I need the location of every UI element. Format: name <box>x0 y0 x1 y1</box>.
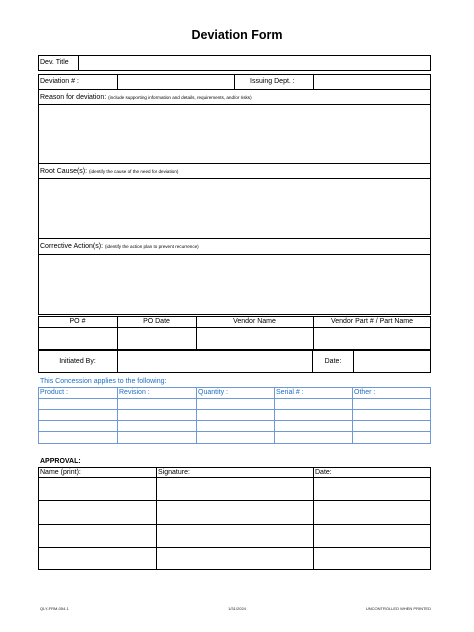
reason-hint: (include supporting information and details, requirements, and/or risks) <box>108 95 252 100</box>
footer-notice: UNCONTROLLED WHEN PRINTED <box>365 606 431 611</box>
product-header: Product : <box>40 389 69 396</box>
initiated-date-field[interactable] <box>353 350 431 373</box>
issuing-dept-field[interactable] <box>313 74 431 90</box>
vendor-part-field[interactable] <box>314 328 430 349</box>
concession-row[interactable] <box>39 399 430 409</box>
concession-row[interactable] <box>39 432 430 443</box>
root-cause-label-text: Root Cause(s): <box>40 168 88 175</box>
dev-title-field[interactable] <box>80 56 430 70</box>
approval-row[interactable] <box>39 501 430 523</box>
concession-row[interactable] <box>39 421 430 431</box>
initiated-by-field[interactable] <box>117 350 313 373</box>
revision-header: Revision : <box>119 389 150 396</box>
approval-date-header: Date: <box>315 469 332 476</box>
corrective-action-field[interactable] <box>38 254 431 315</box>
deviation-number-label: Deviation # : <box>40 78 79 85</box>
root-cause-label <box>40 168 178 175</box>
approval-row[interactable] <box>39 525 430 546</box>
footer-doc-id: QLY-FRM-054.1 <box>40 606 69 611</box>
po-date-field[interactable] <box>118 328 195 349</box>
reason-field[interactable] <box>38 104 431 164</box>
corrective-action-hint: (identify the action plan to prevent recurrence) <box>104 244 199 249</box>
other-header: Other : <box>354 389 376 396</box>
footer-date: 1/31/2024 <box>228 606 246 611</box>
root-cause-field[interactable] <box>38 178 431 239</box>
reason-label <box>40 94 252 101</box>
po-date-header: PO Date <box>143 318 170 325</box>
quantity-header: Quantity : <box>198 389 228 396</box>
form-title: Deviation Form <box>191 28 283 42</box>
vendor-name-field[interactable] <box>197 328 312 349</box>
approval-name-header: Name (print): <box>40 469 81 476</box>
corrective-action-label <box>40 243 199 250</box>
po-number-header: PO # <box>69 318 86 325</box>
corrective-action-label-text: Corrective Action(s): <box>40 243 104 250</box>
deviation-number-field[interactable] <box>117 74 235 90</box>
serial-header: Serial # : <box>276 389 304 396</box>
root-cause-hint: (identify the cause of the need for deviation) <box>89 169 179 174</box>
issuing-dept-label: Issuing Dept. : <box>250 78 295 85</box>
vendor-part-header: Vendor Part # / Part Name <box>330 318 414 325</box>
concession-label: This Concession applies to the following: <box>40 378 167 385</box>
initiated-by-label: Initiated By: <box>59 358 96 365</box>
dev-title-label: Dev. Title <box>38 55 79 71</box>
approval-signature-header: Signature: <box>158 469 190 476</box>
approval-label: APPROVAL: <box>40 458 81 465</box>
reason-label-text: Reason for deviation: <box>40 94 107 101</box>
approval-row[interactable] <box>39 548 430 569</box>
po-number-field[interactable] <box>39 328 116 349</box>
approval-row[interactable] <box>39 478 430 499</box>
concession-row[interactable] <box>39 410 430 420</box>
vendor-name-header: Vendor Name <box>233 318 276 325</box>
initiated-date-label: Date: <box>324 358 342 365</box>
